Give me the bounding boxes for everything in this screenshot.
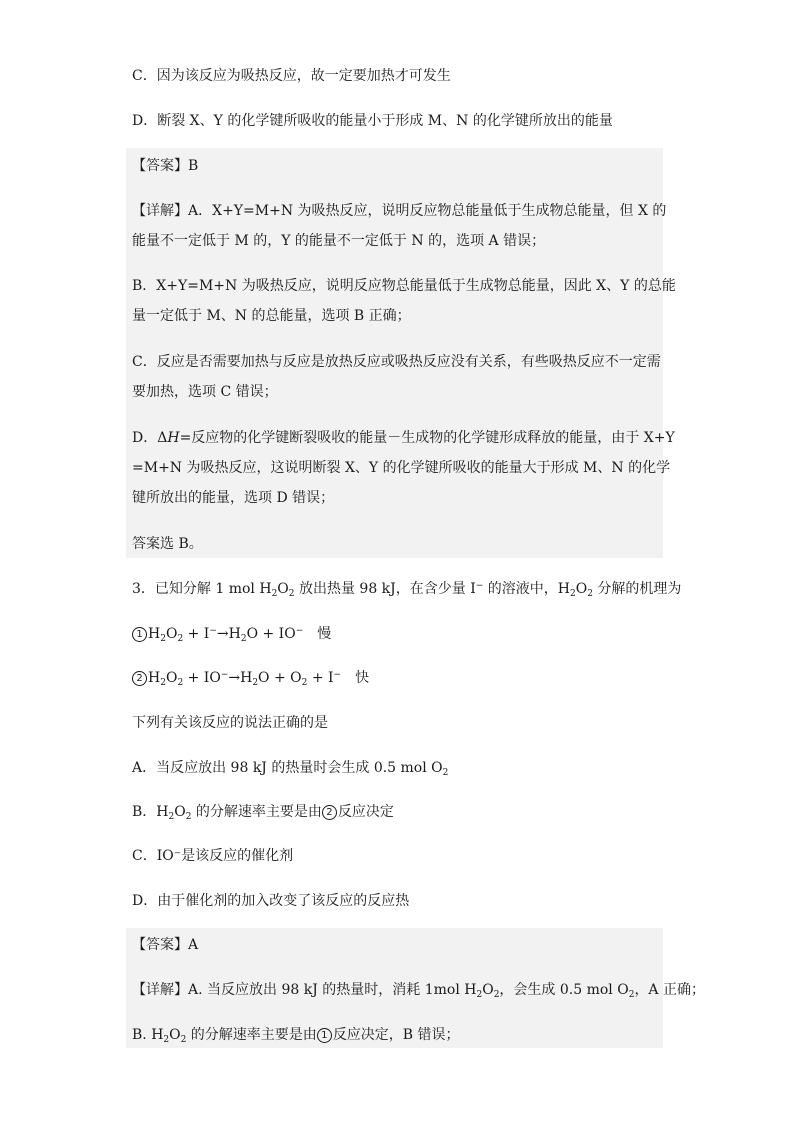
formula-text: O + O [258,670,302,686]
subscript: 2 [163,1035,170,1045]
q2-detail-b-line2: 量一定低于 M、N 的总能量，选项 B 正确； [132,308,411,324]
q3-mechanism-step1 [132,624,331,644]
subscript: 2 [569,589,576,599]
q3-option-b [132,802,394,822]
q3-detail-b [132,1025,460,1045]
superscript: − [475,581,484,591]
option-text: B．H [132,804,169,820]
subscript: 2 [177,634,184,644]
q2-detail-b-line1: B．X+Y=M+N 为吸热反应，说明反应物总能量低于生成物总能量，因此 X、Y 的总能 [132,278,676,294]
option-text: A．当反应放出 98 kJ 的热量时会生成 0.5 mol O [132,760,443,776]
q2-answer-label: 【答案】B [132,158,199,174]
stem-text: 分解的机理为 [592,581,682,597]
q3-option-a [132,758,448,778]
subscript: 2 [587,589,593,599]
q3-stem [132,579,681,599]
q3-option-c: C．IO⁻是该反应的催化剂 [132,848,294,864]
q3-option-d: D．由于催化剂的加入改变了该反应的反应热 [132,893,410,909]
subscript: 2 [476,990,483,1000]
formula-text: →H [216,626,241,642]
detail-text: O [169,1027,181,1043]
enthalpy-symbol: H [167,430,180,446]
q2-detail-d-line2: =M+N 为吸热反应，这说明断裂 X、Y 的化学键所吸收的能量大于形成 M、N 的化学 [132,460,671,476]
detail-text: 反应决定，B 错误； [332,1027,460,1043]
q3-detail-a [132,980,705,1000]
superscript: − [333,670,342,680]
subscript: 2 [628,990,635,1000]
option-text: 的分解速率主要是由 [191,804,322,820]
stem-text: 的溶液中，H [483,581,570,597]
subscript: 2 [240,634,247,644]
detail-text: 【详解】A. 当反应放出 98 kJ 的热量时，消耗 1mol H [132,982,477,998]
subscript: 2 [177,678,184,688]
subscript: 2 [160,678,166,688]
subscript: 2 [288,589,295,599]
q3-answer-label: 【答案】A [132,937,199,953]
stem-text: O [575,581,588,597]
formula-text: + I [307,670,334,686]
subscript: 2 [185,812,192,822]
circled-number: 2 [132,671,147,686]
detail-text: 的分解速率主要是由 [186,1027,317,1043]
subscript: 2 [180,1035,187,1045]
q2-detail-d-line3: 键所放出的能量，选项 D 错误； [132,490,335,506]
subscript: 2 [493,990,500,1000]
detail-text: ，会生成 0.5 mol O [499,982,629,998]
circled-number: 1 [317,1028,332,1043]
stem-text: O [277,581,289,597]
subscript: 2 [168,812,175,822]
q2-detail-d-text: =反应物的化学键断裂吸收的能量－生成物的化学键形成释放的能量，由于 X+Y [179,430,675,446]
detail-text: O [482,982,494,998]
q2-conclusion: 答案选 B。 [132,536,203,552]
formula-text: + I [183,626,210,642]
formula-text: + IO [183,670,221,686]
q2-detail-a-line1: 【详解】A．X+Y=M+N 为吸热反应，说明反应物总能量低于生成物总能量，但 X 的 [132,203,667,219]
detail-text: B. H [132,1027,164,1043]
formula-text: H [148,670,161,686]
rate-label: 快 [355,670,370,686]
option-text: 反应决定 [337,804,394,820]
formula-text: O + IO [246,626,296,642]
q2-option-c: C．因为该反应为吸热反应，故一定要加热才可发生 [132,68,451,84]
subscript: 2 [252,678,259,688]
subscript: 2 [160,634,166,644]
formula-text: O [165,626,178,642]
formula-text: O [165,670,178,686]
q2-detail-c-line2: 要加热，选项 C 错误； [132,384,278,400]
q2-option-d: D．断裂 X、Y 的化学键所吸收的能量小于形成 M、N 的化学键所放出的能量 [132,113,613,129]
stem-text: 放出热量 98 kJ，在含少量 I [294,581,476,597]
subscript: 2 [442,768,449,778]
circled-number: 2 [322,805,337,820]
q2-detail-d-prefix: D．Δ [132,430,168,446]
formula-text: H [148,626,161,642]
q3-question: 下列有关该反应的说法正确的是 [132,715,328,731]
detail-text: ，A 正确； [634,982,705,998]
option-text: O [174,804,186,820]
q2-detail-d-line1 [132,428,675,448]
subscript: 2 [301,678,308,688]
superscript: − [209,626,217,636]
superscript: − [220,670,229,680]
stem-text: 3．已知分解 1 mol H [132,581,272,597]
formula-text: →H [228,670,253,686]
q2-detail-c-line1: C．反应是否需要加热与反应是放热反应或吸热反应没有关系，有些吸热反应不一定需 [132,354,661,370]
superscript: − [295,626,304,636]
q2-detail-a-line2: 能量不一定低于 M 的，Y 的能量不一定低于 N 的，选项 A 错误； [132,233,546,249]
subscript: 2 [271,589,278,599]
q3-mechanism-step2 [132,668,369,688]
rate-label: 慢 [317,626,332,642]
circled-number: 1 [132,627,147,642]
